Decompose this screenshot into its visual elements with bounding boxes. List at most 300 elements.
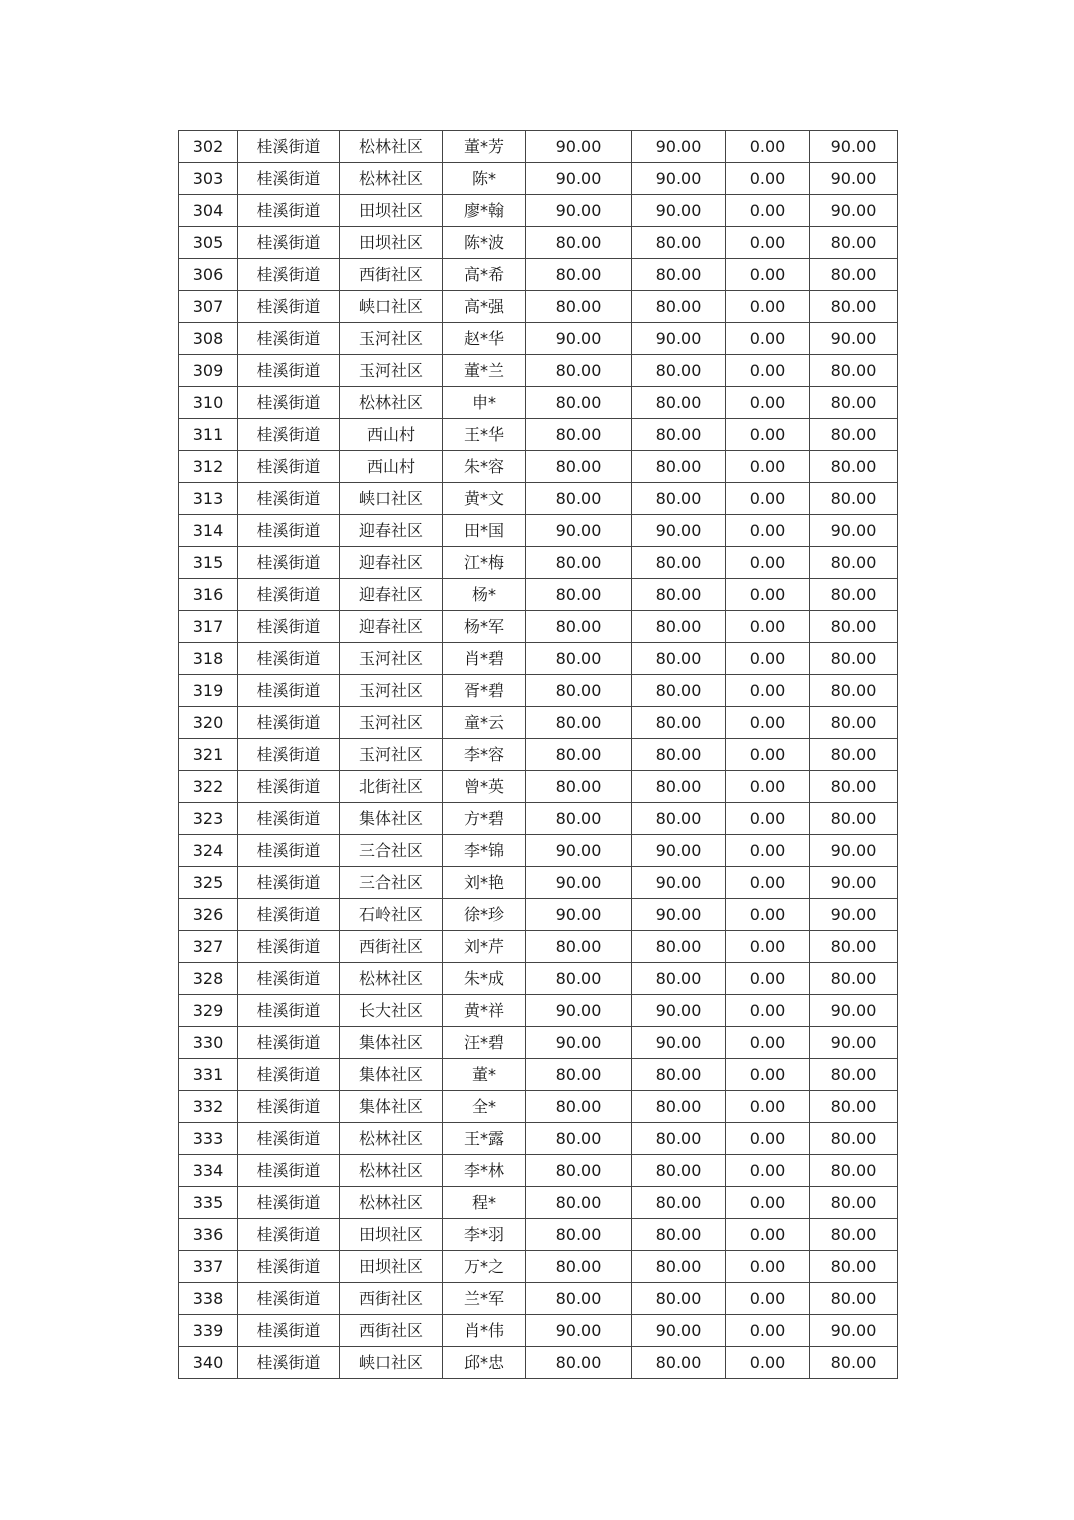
table-row	[179, 867, 898, 899]
street-cell: 桂溪街道	[238, 1219, 340, 1251]
amount-cell-4: 80.00	[810, 1155, 898, 1187]
amount-cell-4: 80.00	[810, 1251, 898, 1283]
amount-cell-3: 0.00	[726, 1347, 810, 1379]
amount-cell-3: 0.00	[726, 291, 810, 323]
street-cell: 桂溪街道	[238, 451, 340, 483]
community-cell: 西山村	[340, 419, 443, 451]
amount-cell-4: 80.00	[810, 771, 898, 803]
table-row	[179, 707, 898, 739]
row-number-cell: 326	[179, 899, 238, 931]
name-cell: 汪*碧	[443, 1027, 526, 1059]
amount-cell-3: 0.00	[726, 1123, 810, 1155]
table-row	[179, 1027, 898, 1059]
amount-cell-2: 80.00	[632, 803, 726, 835]
amount-cell-4: 80.00	[810, 259, 898, 291]
table-row	[179, 1155, 898, 1187]
amount-cell-3: 0.00	[726, 1027, 810, 1059]
community-cell: 西街社区	[340, 931, 443, 963]
community-cell: 松林社区	[340, 1187, 443, 1219]
amount-cell-2: 80.00	[632, 227, 726, 259]
amount-cell-1: 90.00	[526, 867, 632, 899]
name-cell: 董*兰	[443, 355, 526, 387]
name-cell: 赵*华	[443, 323, 526, 355]
street-cell: 桂溪街道	[238, 291, 340, 323]
amount-cell-3: 0.00	[726, 771, 810, 803]
amount-cell-2: 80.00	[632, 643, 726, 675]
amount-cell-4: 80.00	[810, 931, 898, 963]
community-cell: 三合社区	[340, 867, 443, 899]
table-row	[179, 1091, 898, 1123]
community-cell: 田坝社区	[340, 1219, 443, 1251]
amount-cell-3: 0.00	[726, 995, 810, 1027]
amount-cell-2: 80.00	[632, 387, 726, 419]
street-cell: 桂溪街道	[238, 1315, 340, 1347]
row-number-cell: 322	[179, 771, 238, 803]
community-cell: 迎春社区	[340, 547, 443, 579]
street-cell: 桂溪街道	[238, 1155, 340, 1187]
table-row	[179, 739, 898, 771]
table-row	[179, 1059, 898, 1091]
table-row	[179, 1123, 898, 1155]
community-cell: 松林社区	[340, 131, 443, 163]
street-cell: 桂溪街道	[238, 995, 340, 1027]
street-cell: 桂溪街道	[238, 419, 340, 451]
amount-cell-2: 80.00	[632, 355, 726, 387]
name-cell: 王*华	[443, 419, 526, 451]
community-cell: 长大社区	[340, 995, 443, 1027]
amount-cell-2: 80.00	[632, 931, 726, 963]
amount-cell-3: 0.00	[726, 227, 810, 259]
row-number-cell: 321	[179, 739, 238, 771]
table-row	[179, 579, 898, 611]
amount-cell-3: 0.00	[726, 579, 810, 611]
amount-cell-3: 0.00	[726, 867, 810, 899]
row-number-cell: 310	[179, 387, 238, 419]
street-cell: 桂溪街道	[238, 643, 340, 675]
row-number-cell: 333	[179, 1123, 238, 1155]
amount-cell-4: 90.00	[810, 195, 898, 227]
amount-cell-1: 90.00	[526, 163, 632, 195]
street-cell: 桂溪街道	[238, 931, 340, 963]
amount-cell-1: 80.00	[526, 1283, 632, 1315]
table-row	[179, 227, 898, 259]
name-cell: 肖*碧	[443, 643, 526, 675]
amount-cell-3: 0.00	[726, 899, 810, 931]
community-cell: 松林社区	[340, 387, 443, 419]
community-cell: 玉河社区	[340, 355, 443, 387]
amount-cell-2: 80.00	[632, 419, 726, 451]
name-cell: 黄*文	[443, 483, 526, 515]
name-cell: 高*希	[443, 259, 526, 291]
amount-cell-4: 80.00	[810, 803, 898, 835]
community-cell: 松林社区	[340, 1123, 443, 1155]
row-number-cell: 325	[179, 867, 238, 899]
row-number-cell: 318	[179, 643, 238, 675]
street-cell: 桂溪街道	[238, 963, 340, 995]
amount-cell-2: 80.00	[632, 675, 726, 707]
community-cell: 三合社区	[340, 835, 443, 867]
community-cell: 迎春社区	[340, 515, 443, 547]
amount-cell-3: 0.00	[726, 611, 810, 643]
street-cell: 桂溪街道	[238, 1091, 340, 1123]
row-number-cell: 316	[179, 579, 238, 611]
amount-cell-2: 80.00	[632, 1219, 726, 1251]
street-cell: 桂溪街道	[238, 515, 340, 547]
community-cell: 北街社区	[340, 771, 443, 803]
row-number-cell: 314	[179, 515, 238, 547]
amount-cell-4: 80.00	[810, 739, 898, 771]
name-cell: 李*锦	[443, 835, 526, 867]
amount-cell-4: 80.00	[810, 643, 898, 675]
amount-cell-1: 90.00	[526, 995, 632, 1027]
amount-cell-3: 0.00	[726, 483, 810, 515]
amount-cell-1: 80.00	[526, 355, 632, 387]
row-number-cell: 339	[179, 1315, 238, 1347]
name-cell: 徐*珍	[443, 899, 526, 931]
name-cell: 田*国	[443, 515, 526, 547]
amount-cell-3: 0.00	[726, 387, 810, 419]
street-cell: 桂溪街道	[238, 547, 340, 579]
table-row	[179, 771, 898, 803]
amount-cell-4: 80.00	[810, 963, 898, 995]
amount-cell-4: 90.00	[810, 163, 898, 195]
name-cell: 高*强	[443, 291, 526, 323]
amount-cell-1: 90.00	[526, 515, 632, 547]
amount-cell-2: 80.00	[632, 1187, 726, 1219]
amount-cell-2: 80.00	[632, 1123, 726, 1155]
table-row	[179, 1347, 898, 1379]
amount-cell-4: 90.00	[810, 899, 898, 931]
community-cell: 迎春社区	[340, 579, 443, 611]
table-row	[179, 675, 898, 707]
street-cell: 桂溪街道	[238, 771, 340, 803]
row-number-cell: 340	[179, 1347, 238, 1379]
row-number-cell: 324	[179, 835, 238, 867]
amount-cell-2: 90.00	[632, 835, 726, 867]
community-cell: 田坝社区	[340, 1251, 443, 1283]
table-row	[179, 1219, 898, 1251]
row-number-cell: 307	[179, 291, 238, 323]
street-cell: 桂溪街道	[238, 675, 340, 707]
amount-cell-4: 80.00	[810, 451, 898, 483]
amount-cell-2: 90.00	[632, 867, 726, 899]
table-row	[179, 355, 898, 387]
row-number-cell: 305	[179, 227, 238, 259]
table-row	[179, 451, 898, 483]
amount-cell-3: 0.00	[726, 451, 810, 483]
amount-cell-2: 80.00	[632, 1347, 726, 1379]
community-cell: 田坝社区	[340, 195, 443, 227]
table-row	[179, 899, 898, 931]
name-cell: 胥*碧	[443, 675, 526, 707]
name-cell: 黄*祥	[443, 995, 526, 1027]
community-cell: 峡口社区	[340, 291, 443, 323]
amount-cell-4: 90.00	[810, 1315, 898, 1347]
name-cell: 董*芳	[443, 131, 526, 163]
amount-cell-3: 0.00	[726, 931, 810, 963]
row-number-cell: 323	[179, 803, 238, 835]
amount-cell-4: 80.00	[810, 1123, 898, 1155]
amount-cell-2: 80.00	[632, 291, 726, 323]
name-cell: 朱*容	[443, 451, 526, 483]
name-cell: 肖*伟	[443, 1315, 526, 1347]
street-cell: 桂溪街道	[238, 227, 340, 259]
amount-cell-1: 80.00	[526, 771, 632, 803]
amount-cell-2: 90.00	[632, 899, 726, 931]
row-number-cell: 330	[179, 1027, 238, 1059]
table-row	[179, 1315, 898, 1347]
amount-cell-1: 80.00	[526, 419, 632, 451]
name-cell: 刘*艳	[443, 867, 526, 899]
community-cell: 田坝社区	[340, 227, 443, 259]
community-cell: 玉河社区	[340, 323, 443, 355]
amount-cell-1: 80.00	[526, 1091, 632, 1123]
community-cell: 松林社区	[340, 1155, 443, 1187]
amount-cell-4: 90.00	[810, 131, 898, 163]
amount-cell-2: 90.00	[632, 195, 726, 227]
community-cell: 玉河社区	[340, 675, 443, 707]
amount-cell-2: 80.00	[632, 579, 726, 611]
name-cell: 万*之	[443, 1251, 526, 1283]
row-number-cell: 334	[179, 1155, 238, 1187]
amount-cell-2: 90.00	[632, 995, 726, 1027]
amount-cell-3: 0.00	[726, 835, 810, 867]
amount-cell-1: 80.00	[526, 611, 632, 643]
amount-cell-4: 80.00	[810, 419, 898, 451]
name-cell: 江*梅	[443, 547, 526, 579]
community-cell: 峡口社区	[340, 1347, 443, 1379]
amount-cell-3: 0.00	[726, 643, 810, 675]
name-cell: 邱*忠	[443, 1347, 526, 1379]
name-cell: 申*	[443, 387, 526, 419]
table-row	[179, 483, 898, 515]
amount-cell-2: 80.00	[632, 1283, 726, 1315]
street-cell: 桂溪街道	[238, 163, 340, 195]
table-row	[179, 963, 898, 995]
table-row	[179, 259, 898, 291]
community-cell: 集体社区	[340, 803, 443, 835]
amount-cell-1: 80.00	[526, 547, 632, 579]
community-cell: 迎春社区	[340, 611, 443, 643]
street-cell: 桂溪街道	[238, 1187, 340, 1219]
table-row	[179, 1283, 898, 1315]
community-cell: 玉河社区	[340, 643, 443, 675]
table-row	[179, 291, 898, 323]
table-row	[179, 931, 898, 963]
amount-cell-1: 80.00	[526, 1155, 632, 1187]
table-row	[179, 1187, 898, 1219]
amount-cell-4: 80.00	[810, 1219, 898, 1251]
table-row	[179, 387, 898, 419]
amount-cell-1: 80.00	[526, 1219, 632, 1251]
community-cell: 西街社区	[340, 259, 443, 291]
row-number-cell: 337	[179, 1251, 238, 1283]
amount-cell-2: 80.00	[632, 259, 726, 291]
amount-cell-1: 80.00	[526, 259, 632, 291]
amount-cell-1: 90.00	[526, 195, 632, 227]
amount-cell-2: 80.00	[632, 483, 726, 515]
row-number-cell: 317	[179, 611, 238, 643]
street-cell: 桂溪街道	[238, 707, 340, 739]
street-cell: 桂溪街道	[238, 1283, 340, 1315]
amount-cell-1: 80.00	[526, 931, 632, 963]
amount-cell-1: 80.00	[526, 227, 632, 259]
amount-cell-3: 0.00	[726, 1091, 810, 1123]
row-number-cell: 309	[179, 355, 238, 387]
row-number-cell: 304	[179, 195, 238, 227]
amount-cell-4: 90.00	[810, 323, 898, 355]
amount-cell-3: 0.00	[726, 1251, 810, 1283]
amount-cell-4: 80.00	[810, 1347, 898, 1379]
name-cell: 程*	[443, 1187, 526, 1219]
table-row	[179, 131, 898, 163]
amount-cell-4: 80.00	[810, 611, 898, 643]
street-cell: 桂溪街道	[238, 611, 340, 643]
row-number-cell: 331	[179, 1059, 238, 1091]
street-cell: 桂溪街道	[238, 1123, 340, 1155]
name-cell: 杨*	[443, 579, 526, 611]
amount-cell-2: 80.00	[632, 1091, 726, 1123]
amount-cell-4: 80.00	[810, 1187, 898, 1219]
amount-cell-1: 80.00	[526, 803, 632, 835]
name-cell: 全*	[443, 1091, 526, 1123]
table-row	[179, 995, 898, 1027]
amount-cell-4: 80.00	[810, 675, 898, 707]
amount-cell-1: 80.00	[526, 739, 632, 771]
amount-cell-4: 80.00	[810, 579, 898, 611]
name-cell: 刘*芹	[443, 931, 526, 963]
name-cell: 陈*波	[443, 227, 526, 259]
community-cell: 集体社区	[340, 1059, 443, 1091]
community-cell: 松林社区	[340, 963, 443, 995]
table-row	[179, 803, 898, 835]
amount-cell-3: 0.00	[726, 355, 810, 387]
amount-cell-4: 90.00	[810, 995, 898, 1027]
amount-cell-1: 90.00	[526, 899, 632, 931]
community-cell: 西街社区	[340, 1315, 443, 1347]
subsidy-table	[178, 130, 898, 1379]
name-cell: 廖*翰	[443, 195, 526, 227]
street-cell: 桂溪街道	[238, 739, 340, 771]
community-cell: 集体社区	[340, 1091, 443, 1123]
amount-cell-2: 80.00	[632, 1155, 726, 1187]
amount-cell-1: 80.00	[526, 643, 632, 675]
amount-cell-1: 80.00	[526, 387, 632, 419]
table-body	[179, 131, 898, 1379]
amount-cell-3: 0.00	[726, 1283, 810, 1315]
table-row	[179, 419, 898, 451]
street-cell: 桂溪街道	[238, 803, 340, 835]
amount-cell-4: 90.00	[810, 515, 898, 547]
street-cell: 桂溪街道	[238, 259, 340, 291]
amount-cell-1: 80.00	[526, 1059, 632, 1091]
name-cell: 杨*军	[443, 611, 526, 643]
street-cell: 桂溪街道	[238, 1059, 340, 1091]
amount-cell-2: 80.00	[632, 1251, 726, 1283]
table-row	[179, 323, 898, 355]
street-cell: 桂溪街道	[238, 579, 340, 611]
row-number-cell: 303	[179, 163, 238, 195]
community-cell: 西山村	[340, 451, 443, 483]
amount-cell-2: 90.00	[632, 131, 726, 163]
amount-cell-3: 0.00	[726, 1059, 810, 1091]
row-number-cell: 312	[179, 451, 238, 483]
name-cell: 曾*英	[443, 771, 526, 803]
amount-cell-2: 80.00	[632, 547, 726, 579]
amount-cell-1: 90.00	[526, 323, 632, 355]
community-cell: 石岭社区	[340, 899, 443, 931]
amount-cell-2: 80.00	[632, 771, 726, 803]
community-cell: 玉河社区	[340, 707, 443, 739]
amount-cell-3: 0.00	[726, 707, 810, 739]
amount-cell-3: 0.00	[726, 323, 810, 355]
amount-cell-3: 0.00	[726, 547, 810, 579]
name-cell: 兰*军	[443, 1283, 526, 1315]
amount-cell-4: 80.00	[810, 227, 898, 259]
street-cell: 桂溪街道	[238, 195, 340, 227]
amount-cell-4: 80.00	[810, 1059, 898, 1091]
amount-cell-2: 80.00	[632, 451, 726, 483]
amount-cell-1: 80.00	[526, 451, 632, 483]
amount-cell-1: 80.00	[526, 675, 632, 707]
amount-cell-2: 90.00	[632, 163, 726, 195]
street-cell: 桂溪街道	[238, 131, 340, 163]
amount-cell-1: 80.00	[526, 483, 632, 515]
street-cell: 桂溪街道	[238, 323, 340, 355]
amount-cell-4: 80.00	[810, 1091, 898, 1123]
amount-cell-4: 80.00	[810, 707, 898, 739]
amount-cell-1: 80.00	[526, 1347, 632, 1379]
row-number-cell: 313	[179, 483, 238, 515]
name-cell: 董*	[443, 1059, 526, 1091]
street-cell: 桂溪街道	[238, 899, 340, 931]
row-number-cell: 319	[179, 675, 238, 707]
row-number-cell: 336	[179, 1219, 238, 1251]
amount-cell-1: 80.00	[526, 291, 632, 323]
row-number-cell: 308	[179, 323, 238, 355]
amount-cell-3: 0.00	[726, 1155, 810, 1187]
row-number-cell: 311	[179, 419, 238, 451]
amount-cell-1: 80.00	[526, 1187, 632, 1219]
street-cell: 桂溪街道	[238, 1251, 340, 1283]
amount-cell-2: 90.00	[632, 1027, 726, 1059]
amount-cell-1: 90.00	[526, 131, 632, 163]
name-cell: 李*羽	[443, 1219, 526, 1251]
community-cell: 玉河社区	[340, 739, 443, 771]
name-cell: 童*云	[443, 707, 526, 739]
amount-cell-3: 0.00	[726, 131, 810, 163]
name-cell: 李*林	[443, 1155, 526, 1187]
amount-cell-3: 0.00	[726, 739, 810, 771]
amount-cell-4: 80.00	[810, 291, 898, 323]
amount-cell-3: 0.00	[726, 963, 810, 995]
amount-cell-2: 80.00	[632, 963, 726, 995]
street-cell: 桂溪街道	[238, 483, 340, 515]
amount-cell-3: 0.00	[726, 419, 810, 451]
amount-cell-1: 80.00	[526, 1251, 632, 1283]
amount-cell-3: 0.00	[726, 803, 810, 835]
amount-cell-4: 90.00	[810, 835, 898, 867]
amount-cell-1: 90.00	[526, 835, 632, 867]
amount-cell-1: 80.00	[526, 1123, 632, 1155]
amount-cell-4: 80.00	[810, 355, 898, 387]
amount-cell-2: 80.00	[632, 707, 726, 739]
table-row	[179, 611, 898, 643]
amount-cell-4: 90.00	[810, 1027, 898, 1059]
row-number-cell: 302	[179, 131, 238, 163]
row-number-cell: 329	[179, 995, 238, 1027]
street-cell: 桂溪街道	[238, 835, 340, 867]
